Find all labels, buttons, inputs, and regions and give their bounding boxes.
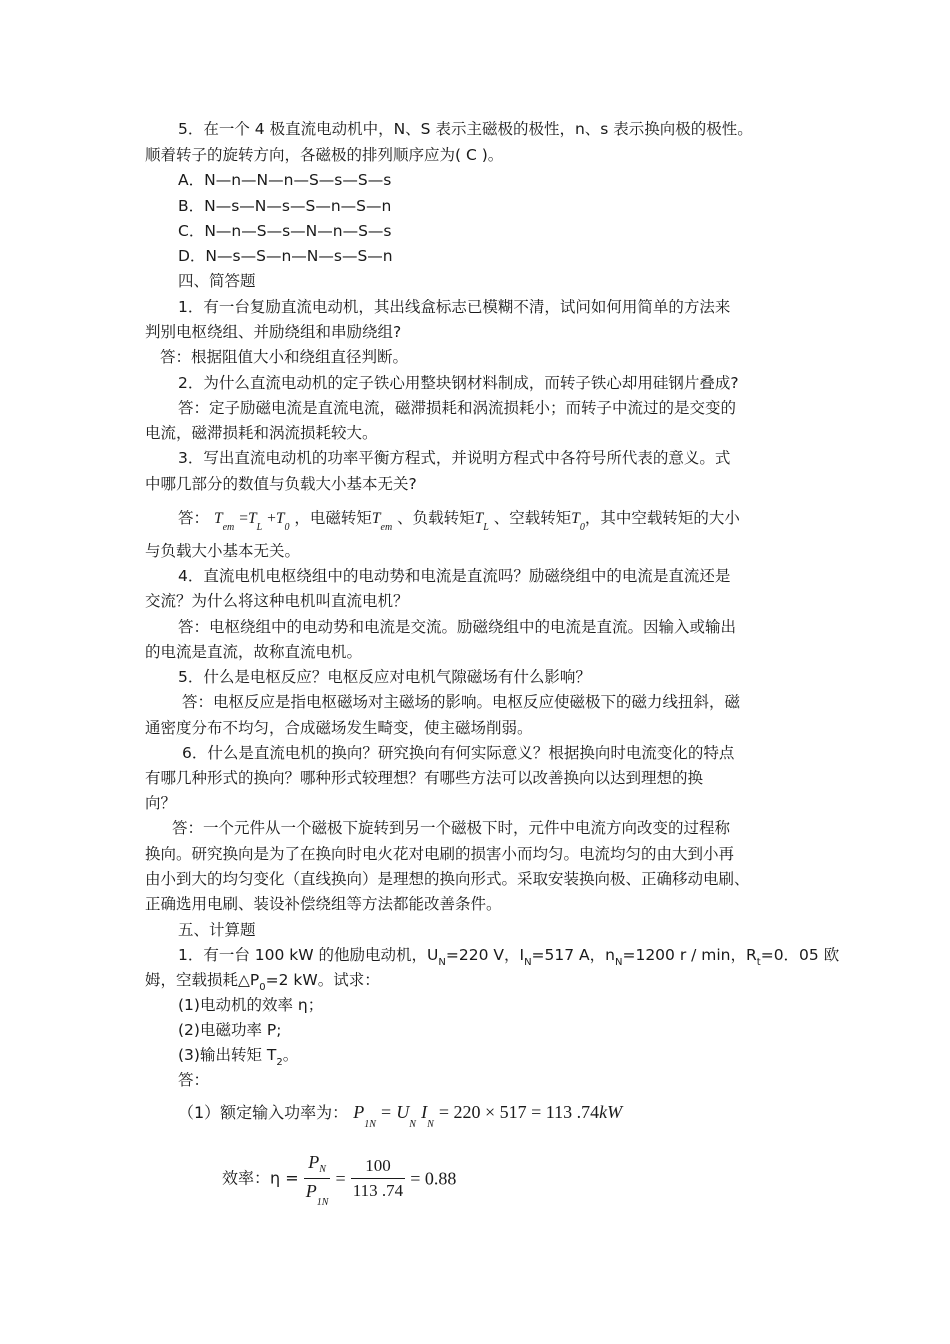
sq1-line1: 1．有一台复励直流电动机，其出线盒标志已模糊不清，试问如何用简单的方法来 xyxy=(178,298,731,316)
sq3-answer-line2: 与负载大小基本无关。 xyxy=(145,542,301,560)
sq5-answer-line1: 答：电枢反应是指电枢磁场对主磁场的影响。电枢反应使磁极下的磁力线扭斜，磁 xyxy=(182,693,741,711)
sq6-answer-line1: 答：一个元件从一个磁极下旋转到另一个磁极下时，元件中电流方向改变的过程称 xyxy=(172,819,731,837)
q5-line2: 顺着转子的旋转方向，各磁极的排列顺序应为( C )。 xyxy=(145,146,504,164)
option-b: B．N—s—N—s—S—n—S—n xyxy=(178,197,392,215)
sq3-line2: 中哪几部分的数值与负载大小基本无关? xyxy=(145,475,417,493)
sq6-answer-line4: 正确选用电刷、装设补偿绕组等方法都能改善条件。 xyxy=(145,895,502,913)
sq6-answer-line2: 换向。研究换向是为了在换向时电火花对电刷的损害小而均匀。电流均匀的由大到小再 xyxy=(145,845,735,863)
calc1-item1: (1)电动机的效率 η； xyxy=(178,996,324,1014)
section-heading-short-answer: 四、简答题 xyxy=(178,272,256,290)
sq2-answer-line2: 电流，磁滞损耗和涡流损耗较大。 xyxy=(145,424,378,442)
sq3-line1: 3．写出直流电动机的功率平衡方程式，并说明方程式中各符号所代表的意义。式 xyxy=(178,449,731,467)
calc1-item2: (2)电磁功率 P; xyxy=(178,1021,282,1039)
option-c: C．N—n—S—s—N—n—S—s xyxy=(178,222,392,240)
sq6-answer-line3: 由小到大的均匀变化（直线换向）是理想的换向形式。采取安装换向极、正确移动电刷、 xyxy=(145,870,750,888)
sq2-line1: 2．为什么直流电动机的定子铁心用整块钢材料制成，而转子铁心却用硅钢片叠成? xyxy=(178,374,739,392)
sq6-line2: 有哪几种形式的换向？哪种形式较理想？有哪些方法可以改善换向以达到理想的换 xyxy=(145,769,704,787)
calc1-item3: (3)输出转矩 $T_2$。 xyxy=(178,1046,299,1068)
sq3-answer-formula: 答： $T_{em} =T_L +T_0$ ，电磁转矩$T_{em}$ 、负载转矩$T_L$ 、空载转矩$T_0$，其中空载转矩的大小 xyxy=(178,509,740,533)
q5-line1: 5．在一个 4 极直流电动机中，N、S 表示主磁极的极性，n、s 表示换向极的极性。 xyxy=(178,120,753,138)
calc1-line1: 1．有一台 100 kW 的他励电动机，$U_N=220$ V，$I_N=517$ A，$n_N=1200$ r / min，$R_t=0$．05 欧 xyxy=(178,946,840,968)
efficiency-fraction-1: $\frac{P_N}{P_{1N}}$ xyxy=(305,1152,329,1208)
equation-efficiency: 效率：η = $\frac{P_N}{P_{1N}}$ = $\frac{100}{113 .74}$ = 0.88 xyxy=(222,1152,457,1208)
sq4-line2: 交流？为什么将这种电机叫直流电机？ xyxy=(145,592,409,610)
sq2-answer-line1: 答：定子励磁电流是直流电流，磁滞损耗和涡流损耗小；而转子中流过的是交变的 xyxy=(178,399,737,417)
sq1-line2: 判别电枢绕组、并励绕组和串励绕组? xyxy=(145,323,402,341)
option-d: D．N—s—S—n—N—s—S—n xyxy=(178,247,393,265)
sq6-line1: 6．什么是直流电机的换向？研究换向有何实际意义？根据换向时电流变化的特点 xyxy=(182,744,735,762)
sq5-answer-line2: 通密度分布不均匀，合成磁场发生畸变，使主磁场削弱。 xyxy=(145,719,533,737)
calc1-answer-label: 答： xyxy=(178,1071,210,1089)
sq4-line1: 4．直流电机电枢绕组中的电动势和电流是直流吗？励磁绕组中的电流是直流还是 xyxy=(178,567,731,585)
section-heading-calculation: 五、计算题 xyxy=(178,921,256,939)
sq5-line1: 5．什么是电枢反应？电枢反应对电机气隙磁场有什么影响？ xyxy=(178,668,591,686)
efficiency-fraction-2: $\frac{100}{113 .74}$ xyxy=(351,1154,405,1203)
equation-rated-input-power: （1）额定输入功率为： $P_{1N} = U_N$ $I_N = 220 \times 517 = 113$ .74kW xyxy=(178,1102,623,1130)
sq6-line3: 向？ xyxy=(145,794,177,812)
option-a: A．N—n—N—n—S—s—S—s xyxy=(178,171,392,189)
sq4-answer-line1: 答：电枢绕组中的电动势和电流是交流。励磁绕组中的电流是直流。因输入或输出 xyxy=(178,618,737,636)
sq4-answer-line2: 的电流是直流，故称直流电机。 xyxy=(145,643,363,661)
calc1-line2: 姆，空载损耗$\triangle P_0=2$ kW。试求： xyxy=(145,971,380,993)
sq1-answer: 答：根据阻值大小和绕组直径判断。 xyxy=(160,348,409,366)
